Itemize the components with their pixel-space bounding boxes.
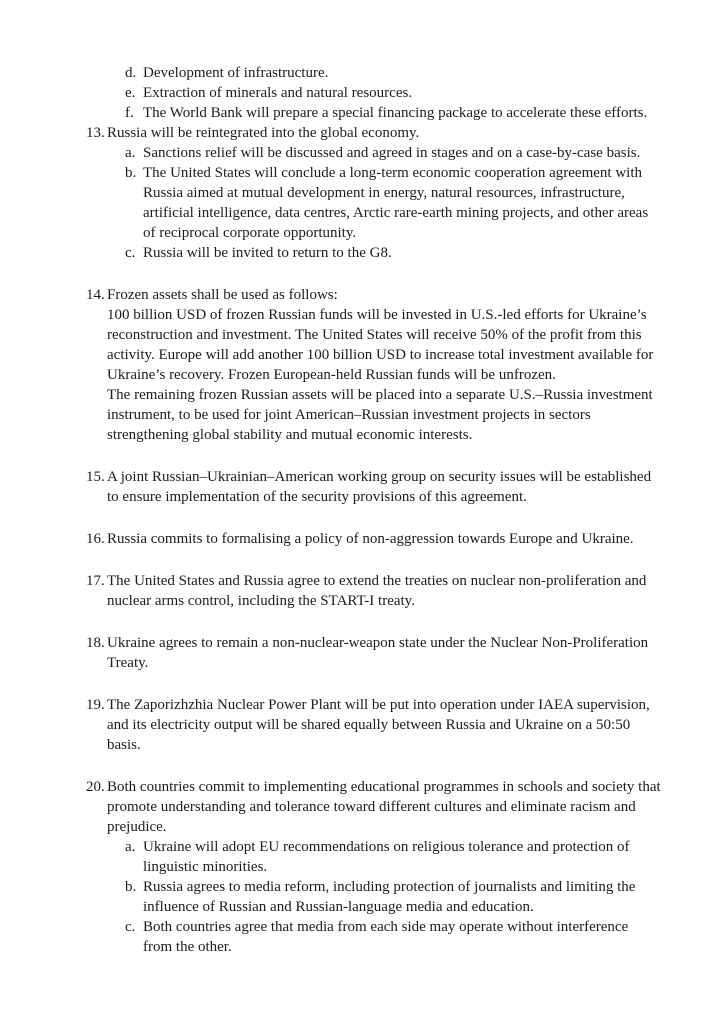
text-line (125, 83, 724, 103)
line-text: Frozen assets shall be used as follows: (107, 287, 338, 303)
text-line (107, 345, 724, 365)
line-text: Sanctions relief will be discussed and agreed in stages and on a case-by-case basis. (143, 145, 641, 161)
line-text: influence of Russian and Russian-language media and education. (143, 899, 534, 915)
text-line (86, 797, 724, 817)
item-number: 14. (86, 287, 105, 303)
text-line (125, 917, 724, 937)
text-line (125, 103, 724, 123)
sub-item-letter: f. (125, 105, 134, 121)
text-line (125, 183, 724, 203)
line-text: Russia agrees to media reform, including protection of journalists and limiting the (143, 879, 636, 895)
text-line (86, 285, 724, 305)
sub-item-e (0, 83, 724, 103)
line-text: to ensure implementation of the security provisions of this agreement. (107, 489, 527, 505)
text-line (125, 857, 724, 877)
text-line (86, 529, 724, 549)
list-item-17 (0, 571, 724, 611)
item-number: 19. (86, 697, 105, 713)
sub-item-letter: d. (125, 65, 137, 81)
line-text: activity. Europe will add another 100 billion USD to increase total investment available for (107, 347, 654, 363)
sub-item-a (0, 143, 724, 163)
list-item-20 (0, 777, 724, 837)
line-text: and its electricity output will be shared equally between Russia and Ukraine on a 50:50 (107, 717, 631, 733)
text-line (125, 223, 724, 243)
sub-item-c (0, 917, 724, 957)
text-line (86, 777, 724, 797)
line-text: prejudice. (107, 819, 167, 835)
text-line (125, 877, 724, 897)
line-text: Russia aimed at mutual development in energy, natural resources, infrastructure, (143, 185, 625, 201)
line-text: The remaining frozen Russian assets will be placed into a separate U.S.–Russia investment (107, 387, 653, 403)
list-item-18 (0, 633, 724, 673)
sub-item-c (0, 243, 724, 263)
line-text: Russia commits to formalising a policy of non-aggression towards Europe and Ukraine. (107, 531, 634, 547)
text-line (125, 937, 724, 957)
text-line (107, 385, 724, 405)
sub-item-d (0, 63, 724, 83)
text-line (125, 203, 724, 223)
item-number: 20. (86, 779, 105, 795)
sub-item-letter: b. (125, 879, 137, 895)
text-line (125, 143, 724, 163)
line-text: The United States and Russia agree to extend the treaties on nuclear non-proliferation and (107, 573, 647, 589)
item-number: 16. (86, 531, 105, 547)
line-text: Development of infrastructure. (143, 65, 329, 81)
item-number: 18. (86, 635, 105, 651)
text-line (86, 817, 724, 837)
line-text: Ukraine’s recovery. Frozen European-held Russian funds will be unfrozen. (107, 367, 556, 383)
sub-item-letter: e. (125, 85, 136, 101)
sub-item-f (0, 103, 724, 123)
list-item-13 (0, 123, 724, 143)
text-line (107, 405, 724, 425)
list-item-15 (0, 467, 724, 507)
sub-item-a (0, 837, 724, 877)
line-text: The Zaporizhzhia Nuclear Power Plant will be put into operation under IAEA supervision, (107, 697, 650, 713)
document-content (0, 63, 724, 957)
line-text: Ukraine agrees to remain a non-nuclear-weapon state under the Nuclear Non-Proliferation (107, 635, 649, 651)
sub-item-letter: c. (125, 919, 136, 935)
list-item-14 (0, 285, 724, 305)
text-line (86, 633, 724, 653)
line-text: 100 billion USD of frozen Russian funds will be invested in U.S.-led efforts for Ukraine’s (107, 307, 647, 323)
text-line (125, 897, 724, 917)
text-line (107, 365, 724, 385)
list-item-16 (0, 529, 724, 549)
line-text: artificial intelligence, data centres, Arctic rare-earth mining projects, and other areas (143, 205, 649, 221)
line-text: Treaty. (107, 655, 149, 671)
text-line (86, 591, 724, 611)
text-line (86, 123, 724, 143)
list-item-19 (0, 695, 724, 755)
sub-item-b (0, 163, 724, 243)
line-text: basis. (107, 737, 141, 753)
sub-item-b (0, 877, 724, 917)
line-text: Russia will be reintegrated into the global economy. (107, 125, 420, 141)
sub-item-letter: c. (125, 245, 136, 261)
line-text: linguistic minorities. (143, 859, 268, 875)
text-line (86, 487, 724, 507)
paragraph (0, 305, 724, 445)
line-text: Both countries agree that media from each side may operate without interference (143, 919, 629, 935)
text-line (86, 571, 724, 591)
line-text: strengthening global stability and mutual economic interests. (107, 427, 473, 443)
item-number: 15. (86, 469, 105, 485)
line-text: Russia will be invited to return to the G8. (143, 245, 392, 261)
line-text: Ukraine will adopt EU recommendations on religious tolerance and protection of (143, 839, 630, 855)
text-line (125, 243, 724, 263)
sub-item-letter: b. (125, 165, 137, 181)
line-text: instrument, to be used for joint American–Russian investment projects in sectors (107, 407, 591, 423)
text-line (125, 163, 724, 183)
text-line (86, 467, 724, 487)
line-text: nuclear arms control, including the START-I treaty. (107, 593, 415, 609)
line-text: A joint Russian–Ukrainian–American working group on security issues will be established (107, 469, 652, 485)
line-text: The World Bank will prepare a special financing package to accelerate these efforts. (143, 105, 648, 121)
text-line (107, 305, 724, 325)
item-number: 13. (86, 125, 105, 141)
text-line (86, 695, 724, 715)
line-text: promote understanding and tolerance toward different cultures and eliminate racism and (107, 799, 636, 815)
text-line (125, 837, 724, 857)
text-line (86, 735, 724, 755)
sub-item-letter: a. (125, 839, 136, 855)
line-text: of reciprocal corporate opportunity. (143, 225, 357, 241)
line-text: The United States will conclude a long-term economic cooperation agreement with (143, 165, 642, 181)
line-text: Extraction of minerals and natural resources. (143, 85, 413, 101)
item-number: 17. (86, 573, 105, 589)
text-line (86, 653, 724, 673)
sub-item-letter: a. (125, 145, 136, 161)
line-text: reconstruction and investment. The United States will receive 50% of the profit from this (107, 327, 642, 343)
text-line (107, 425, 724, 445)
text-line (107, 325, 724, 345)
text-line (125, 63, 724, 83)
text-line (86, 715, 724, 735)
line-text: from the other. (143, 939, 232, 955)
line-text: Both countries commit to implementing educational programmes in schools and society that (107, 779, 661, 795)
